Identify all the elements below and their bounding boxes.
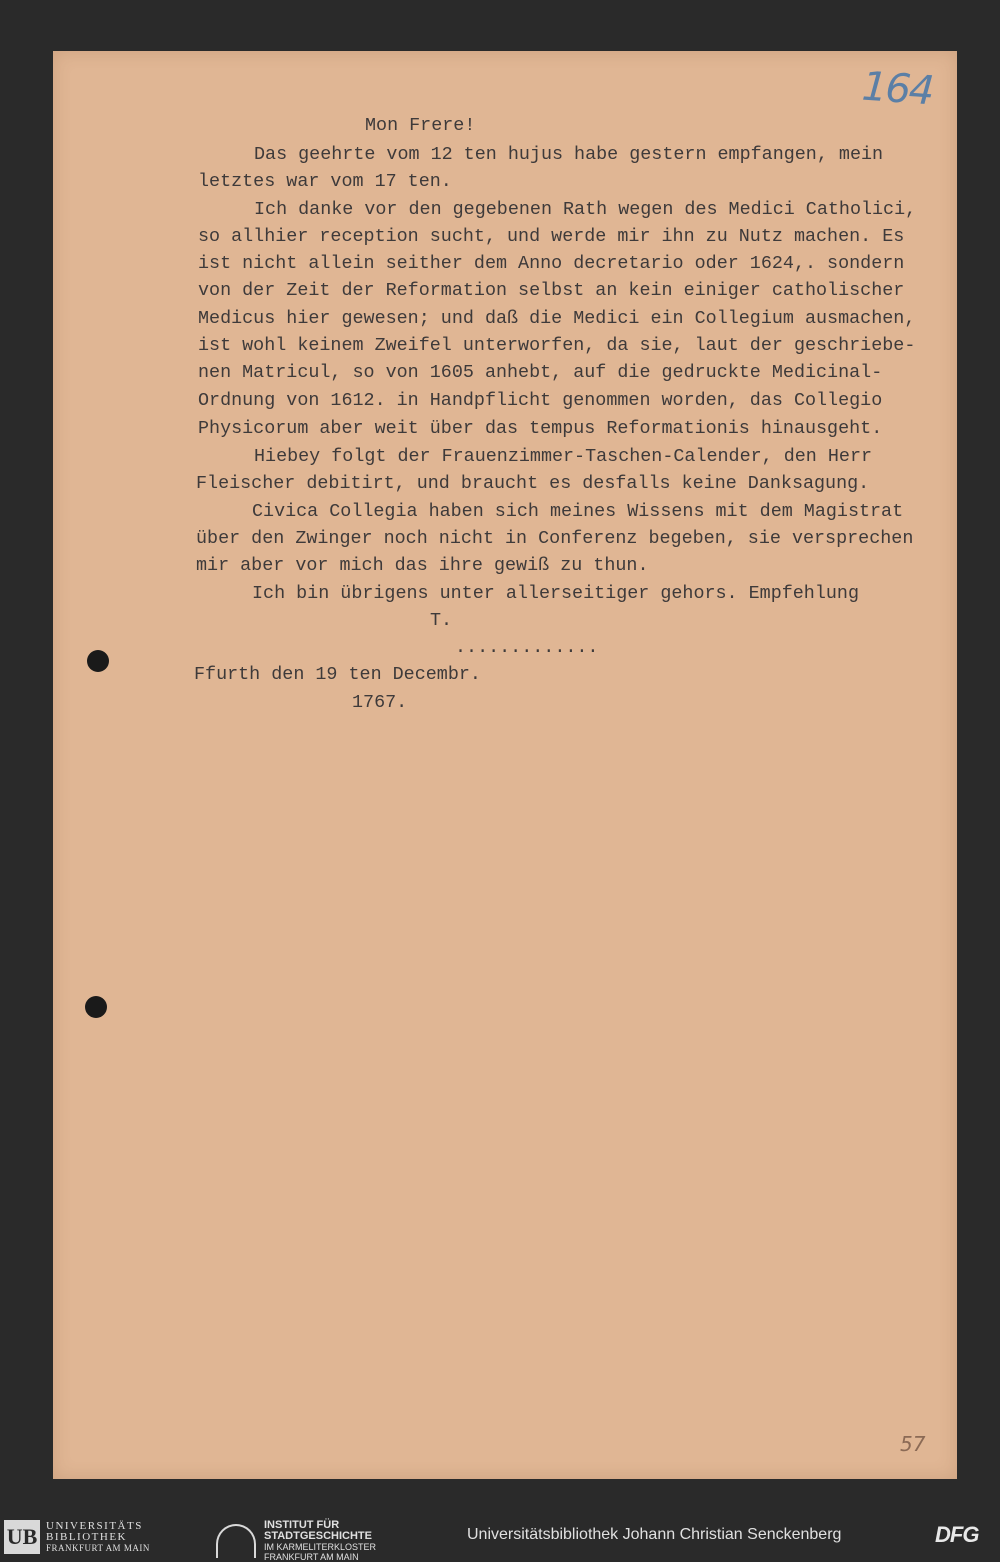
isg-logo-text (264, 1520, 376, 1562)
letter-line: Physicorum aber weit über das tempus Reformationis hinausgeht. (198, 418, 883, 439)
letter-line: Ich danke vor den gegebenen Rath wegen des Medici Catholici, (254, 199, 917, 220)
letter-line: so allhier reception sucht, und werde mir ihn zu Nutz machen. Es (198, 226, 905, 247)
ub-logo-line: UNIVERSITÄTS (46, 1519, 143, 1532)
dfg-logo: DFG (935, 1522, 979, 1547)
letter-line: Medicus hier gewesen; und daß die Medici ein Collegium ausmachen, (198, 308, 916, 329)
ub-mark: UB (4, 1520, 40, 1554)
signature-initial: T. (430, 610, 453, 631)
letter-line: nen Matricul, so von 1605 anhebt, auf die gedruckte Medicinal- (198, 362, 883, 383)
letter-line: mir aber vor mich das ihre gewiß zu thun. (196, 555, 649, 576)
isg-logo-line: IM KARMELITERKLOSTER (264, 1542, 377, 1552)
year-line: 1767. (352, 692, 408, 713)
isg-logo-line: STADTGESCHICHTE (264, 1530, 372, 1542)
letter-line: ist wohl keinem Zweifel unterworfen, da sie, laut der geschriebe- (198, 335, 916, 356)
letter-line: Hiebey folgt der Frauenzimmer-Taschen-Calender, den Herr (254, 446, 873, 467)
letter-line: von der Zeit der Reformation selbst an kein einiger catholischer (198, 280, 905, 301)
ub-logo (4, 1520, 204, 1554)
salutation: Mon Frere! (365, 115, 476, 136)
letter-line: über den Zwinger noch nicht in Conferenz begeben, sie versprechen (196, 528, 914, 549)
isg-logo-line: INSTITUT FÜR (264, 1519, 340, 1531)
place-date-line: Ffurth den 19 ten Decembr. (194, 664, 481, 685)
letter-line: Fleischer debitirt, und braucht es desfalls keine Danksagung. (196, 473, 870, 494)
ub-logo-line: BIBLIOTHEK (46, 1530, 127, 1543)
ub-logo-line: FRANKFURT AM MAIN (46, 1542, 150, 1553)
letter-line: letztes war vom 17 ten. (198, 171, 452, 192)
letter-line: ist nicht allein seither dem Anno decretario oder 1624,. sondern (198, 253, 905, 274)
dotted-separator: ............. (455, 637, 599, 658)
letter-line: Das geehrte vom 12 ten hujus habe gestern empfangen, mein (254, 144, 884, 165)
closing-line: Ich bin übrigens unter allerseitiger gehors. Empfehlung (252, 583, 859, 604)
letter-line: Ordnung von 1612. in Handpflicht genommen worden, das Collegio (198, 390, 883, 411)
arch-icon (216, 1524, 256, 1558)
page-number: 164 (860, 63, 934, 115)
punch-hole-bottom (85, 996, 107, 1018)
letter-line: Civica Collegia haben sich meines Wissens mit dem Magistrat (252, 501, 904, 522)
ub-logo-text (46, 1521, 150, 1554)
leaf-number: 57 (900, 1432, 926, 1456)
isg-logo (216, 1520, 376, 1562)
isg-logo-line: FRANKFURT AM MAIN (264, 1552, 359, 1562)
library-name: Universitätsbibliothek Johann Christian Senckenberg (467, 1526, 842, 1543)
punch-hole-top (87, 650, 109, 672)
